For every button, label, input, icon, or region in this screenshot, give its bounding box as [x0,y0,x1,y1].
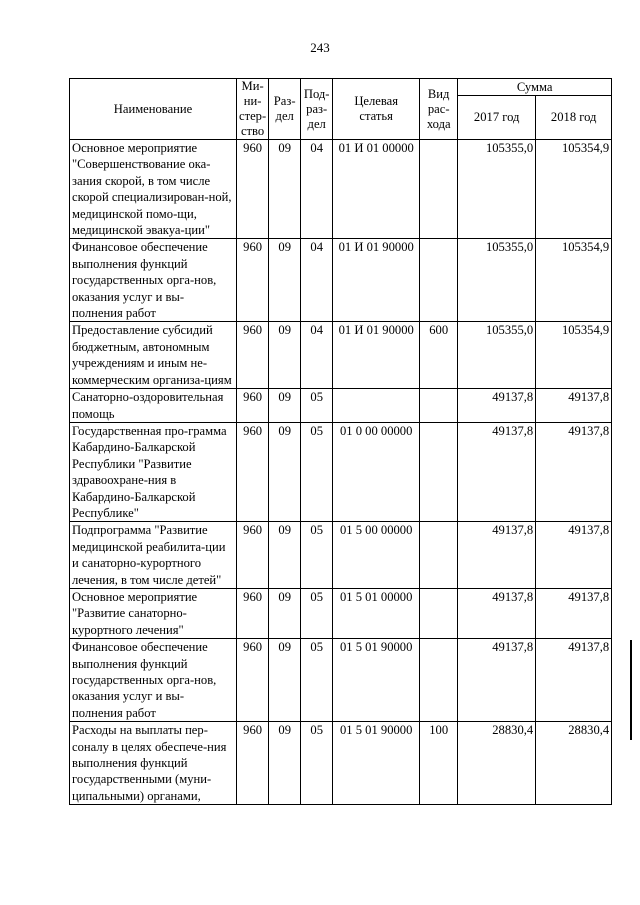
cell-ministry: 960 [237,389,269,423]
cell-subsection: 04 [301,239,333,322]
cell-sum-2017: 49137,8 [458,639,536,722]
cell-subsection: 05 [301,522,333,589]
cell-name: Финансовое обеспечение выполнения функций государственных орга-нов, оказания услуг и вы-полнения работ [70,639,237,722]
table-row [70,522,612,589]
cell-sum-2017: 49137,8 [458,422,536,521]
cell-target: 01 И 01 90000 [333,322,420,389]
header-subsection [301,79,333,140]
table-row [70,422,612,521]
cell-name: Финансовое обеспечение выполнения функций государственных орга-нов, оказания услуг и вы-полнения работ [70,239,237,322]
cell-target: 01 5 00 00000 [333,522,420,589]
cell-name: Предоставление субсидий бюджетным, автономным учреждениям и иным не-коммерческим организа-циям [70,322,237,389]
header-section [269,79,301,140]
cell-expense-type [420,239,458,322]
cell-sum-2018: 49137,8 [536,588,612,638]
cell-sum-2018: 49137,8 [536,639,612,722]
cell-expense-type [420,639,458,722]
page-number: 243 [310,40,330,55]
scan-edge-mark [630,640,632,740]
cell-sum-2018: 49137,8 [536,422,612,521]
cell-name: Государственная про-грамма Кабардино-Балкарской Республики "Развитие здравоохране-ния в Кабардино-Балкарской Республике" [70,422,237,521]
cell-target: 01 И 01 00000 [333,140,420,239]
header-section-text: Раз- дел [273,94,296,123]
cell-ministry: 960 [237,588,269,638]
cell-target: 01 5 01 90000 [333,639,420,722]
cell-sum-2017: 105355,0 [458,322,536,389]
cell-expense-type [420,389,458,423]
table-row [70,239,612,322]
table-row [70,389,612,423]
header-ministry [237,79,269,140]
table-row [70,588,612,638]
header-expense-type-text: Вид рас- хода [426,86,451,131]
cell-expense-type: 600 [420,322,458,389]
cell-ministry: 960 [237,722,269,805]
cell-ministry: 960 [237,522,269,589]
cell-ministry: 960 [237,239,269,322]
cell-name: Расходы на выплаты пер-соналу в целях обеспече-ния выполнения функций государственными (муни-ципальными) органами, [70,722,237,805]
table-row [70,140,612,239]
cell-sum-2017: 49137,8 [458,389,536,423]
cell-target: 01 5 01 00000 [333,588,420,638]
cell-section: 09 [269,389,301,423]
cell-target: 01 И 01 90000 [333,239,420,322]
cell-subsection: 05 [301,722,333,805]
cell-subsection: 05 [301,588,333,638]
header-year-2018: 2018 год [536,96,612,140]
cell-section: 09 [269,722,301,805]
cell-expense-type [420,422,458,521]
cell-expense-type: 100 [420,722,458,805]
cell-name: Основное мероприятие "Развитие санаторно-курортного лечения" [70,588,237,638]
cell-target: 01 5 01 90000 [333,722,420,805]
cell-target: 01 0 00 00000 [333,422,420,521]
table-row [70,322,612,389]
cell-target [333,389,420,423]
cell-sum-2018: 105354,9 [536,140,612,239]
header-year-2017: 2017 год [458,96,536,140]
budget-table [69,78,612,805]
cell-expense-type [420,522,458,589]
cell-subsection: 05 [301,639,333,722]
cell-ministry: 960 [237,639,269,722]
cell-name: Санаторно-оздоровительная помощь [70,389,237,423]
cell-name: Основное мероприятие "Совершенствование ока-зания скорой, в том числе скорой специализирован-ной, медицинской помо-щи, медицинской эвакуа-ции" [70,140,237,239]
header-name: Наименование [70,79,237,140]
cell-subsection: 04 [301,322,333,389]
cell-subsection: 05 [301,389,333,423]
header-subsection-text: Под- раз- дел [303,86,330,131]
cell-section: 09 [269,639,301,722]
cell-section: 09 [269,588,301,638]
cell-sum-2018: 105354,9 [536,239,612,322]
table-row [70,639,612,722]
cell-subsection: 04 [301,140,333,239]
cell-sum-2018: 49137,8 [536,389,612,423]
cell-sum-2018: 28830,4 [536,722,612,805]
cell-section: 09 [269,140,301,239]
cell-sum-2017: 105355,0 [458,140,536,239]
cell-sum-2017: 105355,0 [458,239,536,322]
cell-expense-type [420,588,458,638]
cell-section: 09 [269,422,301,521]
cell-ministry: 960 [237,140,269,239]
header-target [333,79,420,140]
cell-sum-2017: 49137,8 [458,522,536,589]
cell-sum-2017: 49137,8 [458,588,536,638]
cell-section: 09 [269,522,301,589]
cell-section: 09 [269,322,301,389]
table-row [70,722,612,805]
table-body [70,140,612,805]
cell-sum-2017: 28830,4 [458,722,536,805]
cell-name: Подпрограмма "Развитие медицинской реабилита-ции и санаторно-курортного лечения, в том числе детей" [70,522,237,589]
cell-ministry: 960 [237,422,269,521]
header-expense-type [420,79,458,140]
header-sum: Сумма [458,79,612,96]
cell-sum-2018: 105354,9 [536,322,612,389]
cell-sum-2018: 49137,8 [536,522,612,589]
table-header [70,79,612,140]
header-target-text: Целевая статья [354,94,399,123]
header-ministry-text: Ми- ни- стер- ство [239,79,267,138]
cell-subsection: 05 [301,422,333,521]
cell-section: 09 [269,239,301,322]
cell-expense-type [420,140,458,239]
cell-ministry: 960 [237,322,269,389]
